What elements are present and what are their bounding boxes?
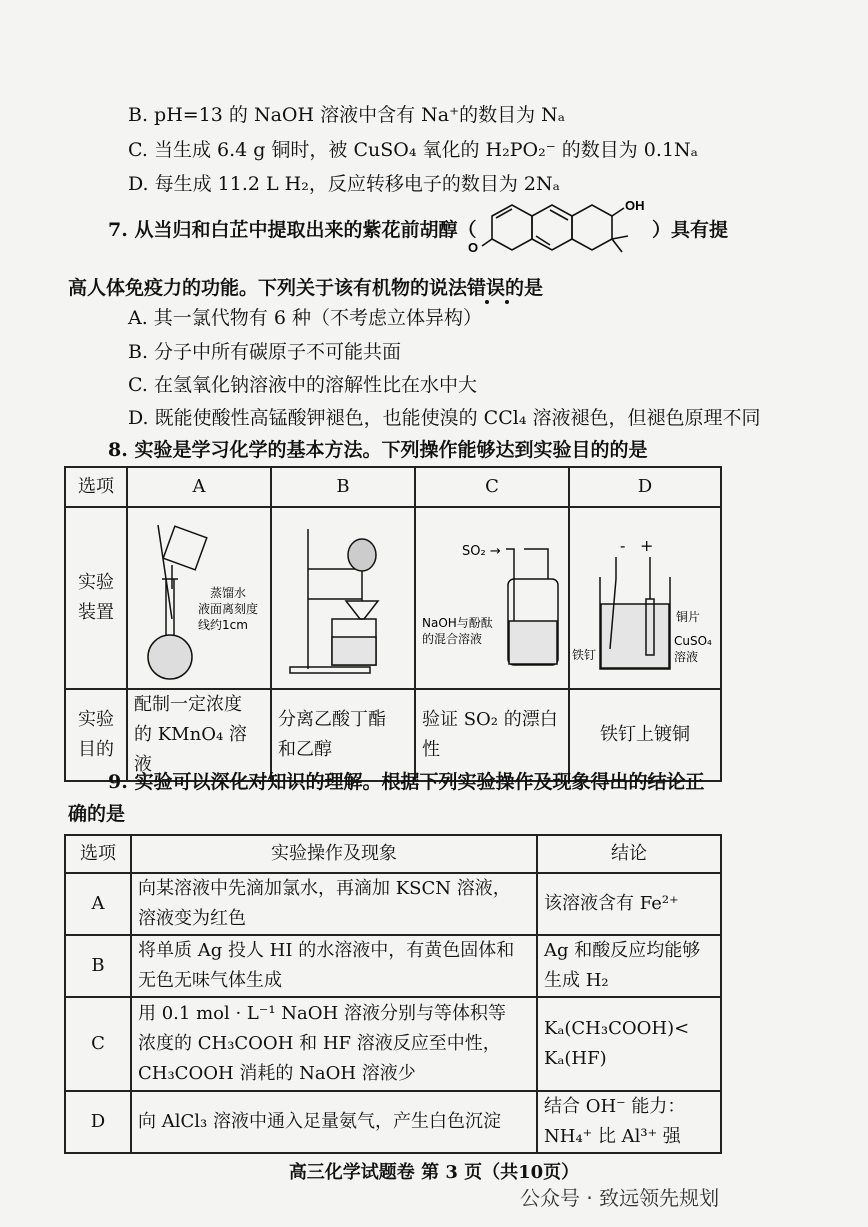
header-option: 选项 <box>65 467 127 507</box>
row-a-operation: 向某溶液中先滴加氯水，再滴加 KSCN 溶液， 溶液变为红色 <box>131 873 537 935</box>
svg-text:线约1cm: 线约1cm <box>198 618 248 632</box>
q6-option-b: B. pH=13 的 NaOH 溶液中含有 Na⁺的数目为 Nₐ <box>128 104 566 126</box>
volumetric-flask-figure <box>128 509 270 687</box>
header-option: 选项 <box>65 835 131 873</box>
header-a: A <box>127 467 271 507</box>
purpose-d: 铁钉上镀铜 <box>569 689 721 781</box>
svg-text:+: + <box>640 536 654 555</box>
purpose-c: 验证 SO₂ 的漂白 性 <box>415 689 569 781</box>
q7-structure-formula <box>462 196 652 262</box>
header-conclusion: 结论 <box>537 835 721 873</box>
emphasis-dot <box>485 300 489 304</box>
row-b-operation: 将单质 Ag 投人 HI 的水溶液中，有黄色固体和 无色无味气体生成 <box>131 935 537 997</box>
q6-option-c: C. 当生成 6.4 g 铜时，被 CuSO₄ 氧化的 H₂PO₂⁻ 的数目为 0.1Nₐ <box>128 139 698 161</box>
svg-text:SO₂ →: SO₂ → <box>462 544 501 559</box>
header-b: B <box>271 467 415 507</box>
q7-option-c: C. 在氢氧化钠溶液中的溶解性比在水中大 <box>128 374 477 396</box>
q9-stem-line2: 确的是 <box>68 803 126 825</box>
separatory-funnel-figure <box>272 509 414 687</box>
electroplating-figure <box>570 509 720 687</box>
q8-table <box>64 466 722 782</box>
q6-option-d: D. 每生成 11.2 L H₂，反应转移电子的数目为 2Nₐ <box>128 173 560 195</box>
row-d-option: D <box>65 1091 131 1153</box>
svg-text:NaOH与酚酞: NaOH与酚酞 <box>422 616 493 630</box>
q7-option-d: D. 既能使酸性高锰酸钾褪色，也能使溴的 CCl₄ 溶液褪色，但褪色原理不同 <box>128 407 761 429</box>
row-b-conclusion: Ag 和酸反应均能够 生成 H₂ <box>537 935 721 997</box>
row-apparatus-label: 实验 装置 <box>65 507 127 689</box>
row-b-option: B <box>65 935 131 997</box>
svg-text:铜片: 铜片 <box>676 610 701 624</box>
row-c-operation: 用 0.1 mol · L⁻¹ NaOH 溶液分别与等体积等 浓度的 CH₃COOH 和 HF 溶液反应至中性， CH₃COOH 消耗的 NaOH 溶液少 <box>131 997 537 1091</box>
q7-stem-part1: 7. 从当归和白芷中提取出来的紫花前胡醇（ <box>108 219 477 241</box>
header-operation: 实验操作及现象 <box>131 835 537 873</box>
row-a-conclusion: 该溶液含有 Fe²⁺ <box>537 873 721 935</box>
apparatus-b <box>271 507 415 689</box>
oh-label: OH <box>625 198 645 213</box>
row-purpose-label: 实验 目的 <box>65 689 127 781</box>
emphasis-dot <box>505 300 509 304</box>
svg-text:液面离刻度: 液面离刻度 <box>198 602 259 616</box>
row-a-option: A <box>65 873 131 935</box>
row-d-operation: 向 AlCl₃ 溶液中通入足量氨气，产生白色沉淀 <box>131 1091 537 1153</box>
purpose-b: 分离乙酸丁酯 和乙醇 <box>271 689 415 781</box>
carbonyl-o-label: O <box>468 240 479 255</box>
q7-option-b: B. 分子中所有碳原子不可能共面 <box>128 341 402 363</box>
q9-stem-line1: 9. 实验可以深化对知识的理解。根据下列实验操作及现象得出的结论正 <box>108 771 705 793</box>
row-c-option: C <box>65 997 131 1091</box>
q9-table <box>64 834 722 1154</box>
watermark: 公众号 · 致远领先规划 <box>520 1186 720 1210</box>
q8-stem: 8. 实验是学习化学的基本方法。下列操作能够达到实验目的的是 <box>108 439 648 461</box>
header-c: C <box>415 467 569 507</box>
svg-text:铁钉: 铁钉 <box>572 648 597 662</box>
purpose-a: 配制一定浓度 的 KMnO₄ 溶液 <box>127 689 271 781</box>
gas-washing-bottle-figure <box>416 509 568 687</box>
q7-stem-part2: ）具有提 <box>652 219 729 241</box>
svg-text:的混合溶液: 的混合溶液 <box>422 632 483 646</box>
apparatus-c <box>415 507 569 689</box>
row-d-conclusion: 结合 OH⁻ 能力： NH₄⁺ 比 Al³⁺ 强 <box>537 1091 721 1153</box>
svg-text:溶液: 溶液 <box>674 650 699 664</box>
q7-stem-line2: 高人体免疫力的功能。下列关于该有机物的说法错误的是 <box>68 277 544 299</box>
svg-text:-: - <box>620 536 626 555</box>
apparatus-d <box>569 507 721 689</box>
apparatus-a <box>127 507 271 689</box>
svg-text:CuSO₄: CuSO₄ <box>674 634 712 648</box>
page-footer: 高三化学试题卷 第 3 页（共10页） <box>288 1162 580 1183</box>
header-d: D <box>569 467 721 507</box>
q7-option-a: A. 其一氯代物有 6 种（不考虑立体异构） <box>128 307 482 329</box>
row-c-conclusion: Kₐ(CH₃COOH)< Kₐ(HF) <box>537 997 721 1091</box>
svg-text:蒸馏水: 蒸馏水 <box>210 586 247 600</box>
